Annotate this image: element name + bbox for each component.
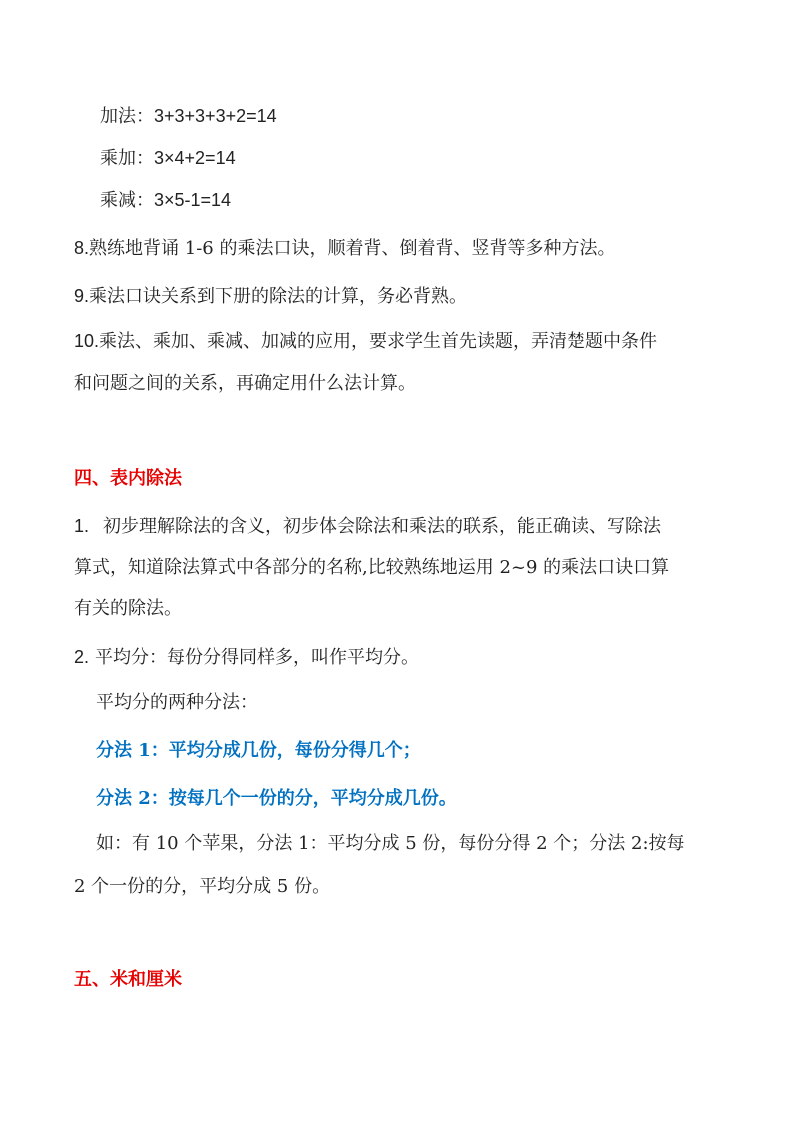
section-4-heading: 四、表内除法 [74, 468, 182, 489]
method-1: 分法 1：平均分成几份，每份分得几个； [96, 740, 421, 761]
example-expression: 3×5-1=14 [154, 190, 232, 210]
example-multiply-subtract [100, 188, 231, 213]
item-10-line2: 和问题之间的关系，再确定用什么法计算。 [74, 373, 416, 394]
item-number: 8. [74, 238, 90, 258]
item-number: 1. [74, 516, 90, 536]
example-label: 乘减： [100, 190, 154, 211]
example-expression: 3+3+3+3+2=14 [154, 106, 277, 126]
section-5-heading: 五、米和厘米 [74, 969, 182, 990]
section-4-para-1-line1 [74, 514, 661, 539]
method-2: 分法 2：按每几个一份的分，平均分成几份。 [96, 788, 457, 809]
example-line-1: 如：有 10 个苹果，分法 1：平均分成 5 份，每份分得 2 个；分法 2:按每 [96, 833, 685, 854]
example-multiply-add [100, 146, 236, 171]
item-number: 2. [74, 647, 90, 667]
ways-intro: 平均分的两种分法： [96, 692, 258, 713]
item-text: 乘法口诀关系到下册的除法的计算，务必背熟。 [89, 286, 468, 307]
item-number: 10. [74, 331, 100, 351]
section-4-para-1-line2: 算式，知道除法算式中各部分的名称,比较熟练地运用 2~9 的乘法口诀口算 [74, 557, 670, 578]
item-10-line1 [74, 329, 657, 354]
item-text: 平均分：每份分得同样多，叫作平均分。 [95, 647, 420, 668]
example-label: 加法： [100, 106, 154, 127]
item-number: 9. [74, 286, 90, 306]
section-4-para-2 [74, 645, 419, 670]
item-text: 熟练地背诵 1-6 的乘法口诀，顺着背、倒着背、竖背等多种方法。 [89, 238, 616, 259]
item-8 [74, 236, 615, 261]
example-label: 乘加： [100, 148, 154, 169]
example-expression: 3×4+2=14 [154, 148, 236, 168]
item-9 [74, 284, 467, 309]
example-addition [100, 104, 277, 129]
example-line-2: 2 个一份的分，平均分成 5 份。 [74, 876, 331, 897]
item-text: 乘法、乘加、乘减、加减的应用，要求学生首先读题，弄清楚题中条件 [99, 331, 658, 352]
item-text: 初步理解除法的含义，初步体会除法和乘法的联系，能正确读、写除法 [103, 516, 662, 537]
section-4-para-1-line3: 有关的除法。 [74, 598, 182, 619]
